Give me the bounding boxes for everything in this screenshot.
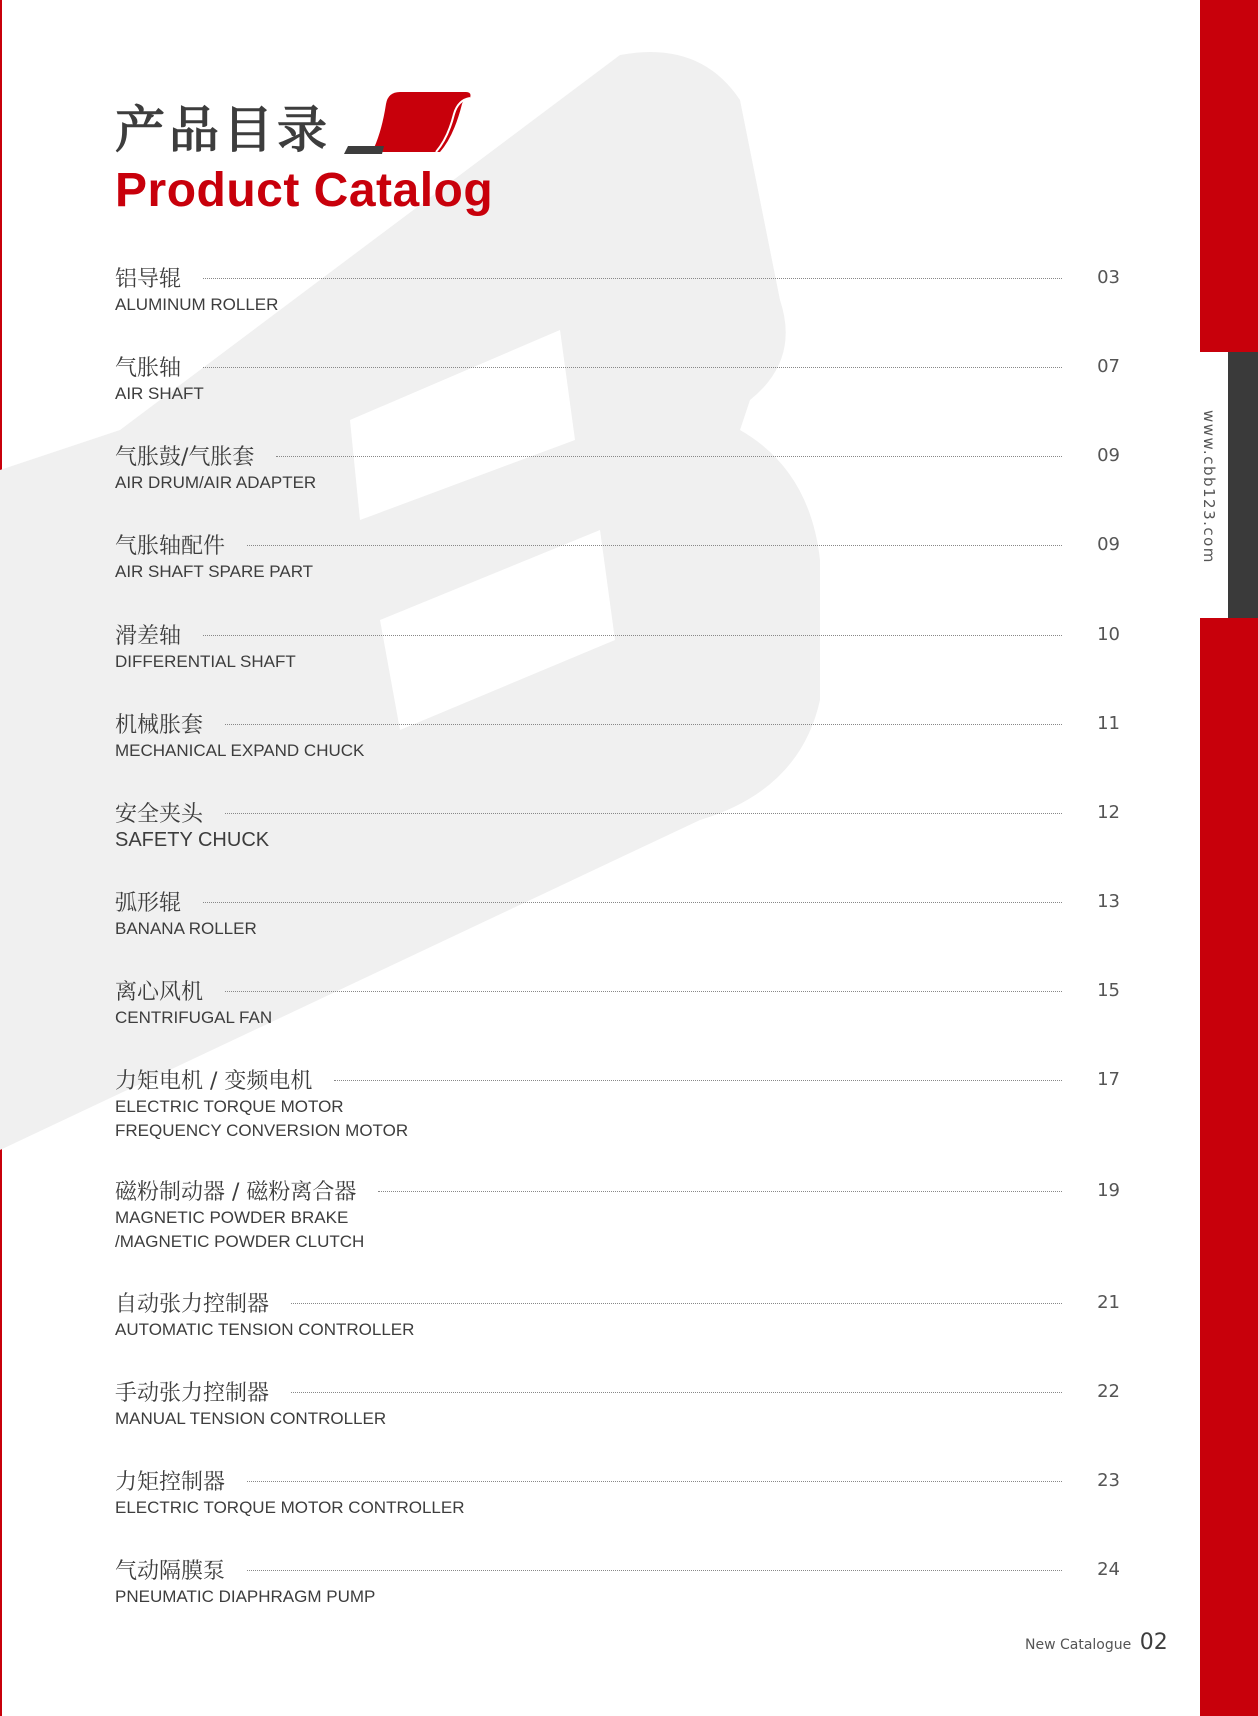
toc-entry-title-en: MANUAL TENSION CONTROLLER	[115, 1409, 387, 1428]
toc-entry-title-en: AUTOMATIC TENSION CONTROLLER	[115, 1320, 415, 1339]
toc-entry[interactable]	[115, 1175, 1120, 1253]
toc-dot-leader	[203, 902, 1062, 903]
toc-entry[interactable]	[115, 1064, 1120, 1142]
toc-entry-title-en: SAFETY CHUCK	[115, 829, 270, 851]
toc-entry[interactable]	[115, 708, 1120, 762]
scroll-logo-icon	[344, 90, 472, 158]
toc-entry-title-cn: 气动隔膜泵	[115, 1558, 226, 1584]
toc-entry-page-number: 13	[1097, 890, 1120, 912]
toc-entry-title-en: BANANA ROLLER	[115, 919, 257, 938]
toc-entry[interactable]	[115, 1554, 1120, 1608]
toc-entry-title-cn: 铝导辊	[115, 266, 182, 292]
toc-entry-title-en: ELECTRIC TORQUE MOTOR	[115, 1097, 344, 1116]
toc-entry-title-cn: 磁粉制动器 / 磁粉离合器	[115, 1179, 357, 1205]
side-bar-red-bottom	[1200, 618, 1258, 1716]
toc-entry-row	[115, 1376, 1120, 1406]
toc-entry-page-number: 15	[1097, 979, 1120, 1001]
toc-dot-leader	[203, 367, 1062, 368]
toc-entry[interactable]	[115, 529, 1120, 583]
toc-entry-page-number: 07	[1097, 355, 1120, 377]
toc-entry-title-en: CENTRIFUGAL FAN	[115, 1008, 273, 1027]
toc-entry[interactable]	[115, 975, 1120, 1029]
toc-entry[interactable]	[115, 351, 1120, 405]
toc-entry-title-cn: 力矩电机 / 变频电机	[115, 1068, 313, 1094]
side-bar-red-top	[1200, 0, 1258, 352]
toc-entry-title-en: AIR SHAFT	[115, 384, 204, 403]
toc-entry-title-cn: 气胀轴配件	[115, 533, 226, 559]
catalog-title-en: Product Catalog	[115, 164, 494, 217]
toc-entry-page-number: 21	[1097, 1291, 1120, 1313]
toc-dot-leader	[247, 545, 1062, 546]
toc-entry-title-cn: 离心风机	[115, 979, 204, 1005]
toc-entry-row	[115, 262, 1120, 292]
toc-entry-page-number: 11	[1097, 712, 1120, 734]
toc-dot-leader	[203, 635, 1062, 636]
toc-entry-title-en: PNEUMATIC DIAPHRAGM PUMP	[115, 1587, 376, 1606]
toc-dot-leader	[334, 1080, 1062, 1081]
toc-dot-leader	[247, 1481, 1062, 1482]
toc-entry-title-cn: 机械胀套	[115, 712, 204, 738]
toc-entry-title-en: FREQUENCY CONVERSION MOTOR	[115, 1121, 409, 1140]
toc-entry-page-number: 24	[1097, 1558, 1120, 1580]
catalog-title-cn: 产品目录	[115, 101, 331, 159]
toc-dot-leader	[225, 991, 1062, 992]
toc-entry-row	[115, 797, 1120, 827]
toc-entry-page-number: 19	[1097, 1179, 1120, 1201]
website-url[interactable]: www.cbb123.com	[1200, 410, 1218, 564]
toc-entry-title-cn: 力矩控制器	[115, 1469, 226, 1495]
toc-entry[interactable]	[115, 886, 1120, 940]
toc-entry[interactable]	[115, 797, 1120, 851]
toc-entry-title-en: /MAGNETIC POWDER CLUTCH	[115, 1232, 365, 1251]
toc-dot-leader	[276, 456, 1062, 457]
toc-entry-page-number: 10	[1097, 623, 1120, 645]
toc-entry-page-number: 09	[1097, 533, 1120, 555]
toc-entry-title-cn: 气胀鼓/气胀套	[115, 444, 255, 470]
toc-dot-leader	[247, 1570, 1062, 1571]
toc-entry[interactable]	[115, 1376, 1120, 1430]
toc-dot-leader	[291, 1392, 1062, 1393]
toc-entry-row	[115, 351, 1120, 381]
toc-entry-page-number: 22	[1097, 1380, 1120, 1402]
toc-entry-row	[115, 1175, 1120, 1205]
toc-dot-leader	[203, 278, 1062, 279]
toc-entry-row	[115, 975, 1120, 1005]
toc-entry-row	[115, 1554, 1120, 1584]
toc-entry-page-number: 23	[1097, 1469, 1120, 1491]
page-footer	[1025, 1630, 1168, 1655]
toc-entry-title-en: ALUMINUM ROLLER	[115, 295, 279, 314]
toc-entry-row	[115, 529, 1120, 559]
toc-entry-title-cn: 气胀轴	[115, 355, 182, 381]
toc-entry-title-en: AIR SHAFT SPARE PART	[115, 562, 314, 581]
toc-entry-page-number: 17	[1097, 1068, 1120, 1090]
footer-label: New Catalogue	[1025, 1637, 1132, 1653]
toc-entry-title-en: ELECTRIC TORQUE MOTOR CONTROLLER	[115, 1498, 465, 1517]
toc-entry-title-cn: 安全夹头	[115, 801, 204, 827]
toc-entry-row	[115, 886, 1120, 916]
toc-entry-row	[115, 619, 1120, 649]
toc-entry-page-number: 09	[1097, 444, 1120, 466]
toc-entry-title-en: MECHANICAL EXPAND CHUCK	[115, 741, 365, 760]
toc-entry[interactable]	[115, 440, 1120, 494]
toc-entry-row	[115, 1465, 1120, 1495]
footer-page-number: 02	[1139, 1630, 1168, 1655]
toc-entry-page-number: 12	[1097, 801, 1120, 823]
toc-entry-page-number: 03	[1097, 266, 1120, 288]
toc-entry-title-en: AIR DRUM/AIR ADAPTER	[115, 473, 317, 492]
toc-entry[interactable]	[115, 262, 1120, 316]
toc-entry-title-cn: 手动张力控制器	[115, 1380, 270, 1406]
toc-entry-title-cn: 自动张力控制器	[115, 1291, 270, 1317]
toc-entry-row	[115, 708, 1120, 738]
toc-entry-row	[115, 440, 1120, 470]
toc-entry-title-en: MAGNETIC POWDER BRAKE	[115, 1208, 349, 1227]
toc-dot-leader	[291, 1303, 1062, 1304]
toc-entry[interactable]	[115, 1465, 1120, 1519]
toc-entry-title-en: DIFFERENTIAL SHAFT	[115, 652, 296, 671]
toc-entry[interactable]	[115, 619, 1120, 673]
toc-entry-row	[115, 1287, 1120, 1317]
toc-entry-title-cn: 弧形辊	[115, 890, 182, 916]
toc-entry[interactable]	[115, 1287, 1120, 1341]
toc-entry-title-cn: 滑差轴	[115, 623, 182, 649]
toc-entry-row	[115, 1064, 1120, 1094]
side-bar-dark	[1228, 352, 1258, 618]
toc-dot-leader	[225, 813, 1062, 814]
toc-dot-leader	[378, 1191, 1062, 1192]
toc-dot-leader	[225, 724, 1062, 725]
